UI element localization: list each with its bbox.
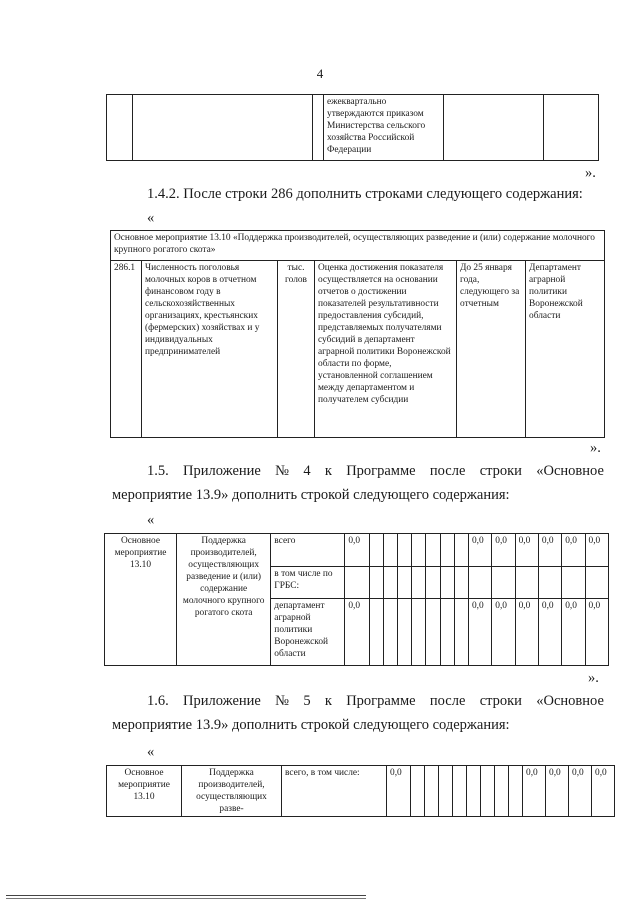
word: 1.6. [147,693,169,709]
top-table-text: ежеквартально утверждаются приказом Министерства сельского хозяйства Российской Федерации [324,95,444,161]
unit: тыс. голов [278,261,315,438]
finance-table [104,533,609,666]
section-16-line1 [147,691,604,712]
word: после [429,463,466,479]
value-cell: 0,0 [345,534,369,567]
section-15-line2: мероприятие 13.9» дополнить строкой следующего содержания: [112,487,510,503]
open-quote: « [147,744,155,760]
close-quote: ». [588,670,599,686]
row-label: департамент аграрной политики Воронежской области [271,599,345,666]
indicators-header-row: Основное мероприятие 13.10 «Поддержка производителей, осуществляющих разведение и (или) содержание молочного крупного рогатого скота» [111,231,605,261]
word: к [324,693,332,709]
value-cell: 0,0 [492,599,515,666]
value-cell: 0,0 [523,766,546,817]
close-quote: ». [590,440,601,456]
footer-rule [6,895,366,896]
deadline: До 25 января года, следующего за отчетным [457,261,526,438]
word: 1.5. [147,463,169,479]
close-quote: ». [585,165,596,181]
word: Приложение [183,693,261,709]
word: 5 [303,693,311,709]
value-cell: 0,0 [538,534,561,567]
top-table [106,94,599,161]
word: «Основное [536,693,604,709]
value-cell: 0,0 [515,534,538,567]
value-cell: 0,0 [387,766,411,817]
value-cell: 0,0 [468,534,491,567]
row-label: всего, в том числе: [282,766,387,817]
word: Приложение [183,463,261,479]
row-label: всего [271,534,345,567]
measure-description: Поддержка производителей, осуществляющих разве- [182,766,282,817]
value-cell: 0,0 [569,766,592,817]
value-cell: 0,0 [562,599,585,666]
value-cell: 0,0 [345,599,369,666]
finance-table-2 [106,765,615,817]
word: к [324,463,332,479]
row-label: в том числе по ГРБС: [271,567,345,599]
word: строки [479,693,522,709]
value-cell: 0,0 [546,766,569,817]
responsible: Департамент аграрной политики Воронежской области [526,261,605,438]
measure-name: Основное мероприятие 13.10 [105,534,177,666]
word: строки [479,463,522,479]
word: Программе [346,693,416,709]
value-cell: 0,0 [592,766,615,817]
section-16-line2: мероприятие 13.9» дополнить строкой следующего содержания: [112,717,510,733]
open-quote: « [147,210,155,226]
footer-rule [6,898,366,899]
open-quote: « [147,512,155,528]
page-number: 4 [316,66,324,81]
method: Оценка достижения показателя осуществляется на основании отчетов о достижении показателей результативности предоставления субсидий, представляемых получателями субсидий в департамент аграрной политики Воронежской области по форме, установленной соглашением между департаментом и получателем субсидии [315,261,457,438]
word: после [429,693,466,709]
value-cell: 0,0 [585,534,608,567]
indicators-table [110,230,605,438]
value-cell: 0,0 [492,534,515,567]
word: 4 [303,463,311,479]
indicator-name: Численность поголовья молочных коров в отчетном финансовом году в сельскохозяйственных организациях, крестьянских (фермерских) хозяйствах и у индивидуальных предпринимателей [142,261,278,438]
word: «Основное [536,463,604,479]
value-cell: 0,0 [562,534,585,567]
section-15-line1 [147,461,604,482]
value-cell: 0,0 [538,599,561,666]
row-number: 286.1 [111,261,142,438]
measure-name: Основное мероприятие 13.10 [107,766,182,817]
measure-description: Поддержка производителей, осуществляющих разведение и (или) содержание молочного крупного рогатого скота [177,534,271,666]
word: Программе [346,463,416,479]
value-cell: 0,0 [585,599,608,666]
value-cell: 0,0 [468,599,491,666]
word: № [275,693,290,709]
section-142-heading: 1.4.2. После строки 286 дополнить строками следующего содержания: [147,186,583,202]
value-cell: 0,0 [515,599,538,666]
word: № [275,463,290,479]
